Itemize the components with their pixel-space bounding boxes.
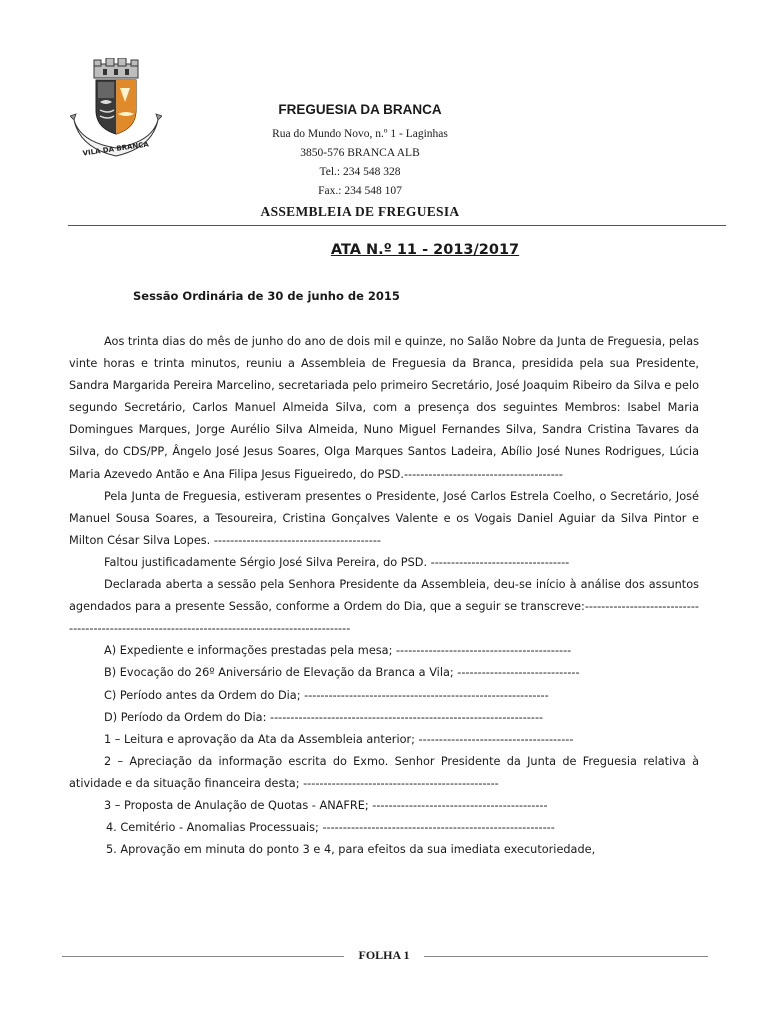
session-heading: Sessão Ordinária de 30 de junho de 2015 bbox=[133, 289, 400, 303]
paragraph-opening: Aos trinta dias do mês de junho do ano de dois mil e quinze, no Salão Nobre da Junta de Freguesia, pelas vinte horas e trinta minutos, reuniu a Assembleia de Freguesia da Branca, presidida pela sua Presidente, Sandra Margarida Pereira Marcelino, secretariada pelo primeiro Secretário, José Joaquim Ribeiro da Silva e pelo segundo Secretário, Carlos Manuel Almeida Silva, com a presença dos seguintes Membros: Isabel Maria Domingues Marques, Jorge Aurélio Silva Almeida, Nuno Miguel Fernandes Silva, Sandra Cristina Tavares da Silva, do CDS/PP, Ângelo José Jesus Soares, Olga Marques Santos Ladeira, Abílio José Nunes Rodrigues, Lúcia Maria Azevedo Antão e Ana Filipa Jesus Figueiredo, do PSD.--------------------------------------- bbox=[69, 335, 699, 481]
minutes-body bbox=[69, 331, 699, 861]
agenda-item: 2 – Apreciação da informação escrita do Exmo. Senhor Presidente da Junta de Freguesia relativa à atividade e da situação financeira desta; ------------------------------------------------ bbox=[69, 754, 699, 790]
phone-number: Tel.: 234 548 328 bbox=[319, 166, 401, 178]
address-postal: 3850-576 BRANCA ALB bbox=[300, 147, 420, 159]
header-divider bbox=[68, 225, 726, 226]
svg-text:VILA DA BRANCA: VILA DA BRANCA bbox=[82, 140, 150, 158]
footer-rule-left bbox=[62, 956, 344, 957]
paragraph-junta-attendance: Pela Junta de Freguesia, estiveram presentes o Presidente, José Carlos Estrela Coelho, o Secretário, José Manuel Sousa Soares, a Tesoureira, Cristina Gonçalves Valente e os Vogais Daniel Aguiar da Silva Pintor e Milton César Silva Lopes. ----------------------------------------- bbox=[69, 489, 699, 547]
shield-icon bbox=[96, 80, 136, 134]
agenda-item: B) Evocação do 26º Aniversário de Elevação da Branca a Vila; ------------------------------ bbox=[104, 666, 580, 680]
assembly-title: ASSEMBLEIA DE FREGUESIA bbox=[260, 204, 460, 219]
agenda-item: 3 – Proposta de Anulação de Quotas - ANAFRE; ------------------------------------------- bbox=[104, 798, 548, 812]
agenda-item: 4. Cemitério - Anomalias Processuais; --------------------------------------------------------- bbox=[106, 821, 555, 835]
page-folio: FOLHA 1 bbox=[358, 948, 410, 962]
coat-of-arms-logo bbox=[70, 58, 162, 162]
mural-crown-icon bbox=[94, 58, 138, 78]
document-title: ATA N.º 11 - 2013/2017 bbox=[330, 242, 520, 258]
agenda-item: C) Período antes da Ordem do Dia; ------------------------------------------------------------ bbox=[104, 688, 549, 702]
agenda-item: A) Expediente e informações prestadas pela mesa; ------------------------------------------- bbox=[104, 644, 572, 658]
address-street: Rua do Mundo Novo, n.º 1 - Laginhas bbox=[272, 128, 448, 140]
agenda-item: D) Período da Ordem do Dia: ------------------------------------------------------------------- bbox=[104, 710, 544, 724]
agenda-item: 1 – Leitura e aprovação da Ata da Assembleia anterior; -------------------------------------- bbox=[104, 732, 574, 746]
paragraph-absence: Faltou justificadamente Sérgio José Silva Pereira, do PSD. ---------------------------------- bbox=[104, 555, 570, 569]
fax-number: Fax.: 234 548 107 bbox=[318, 185, 402, 197]
paragraph-agenda-intro: Declarada aberta a sessão pela Senhora Presidente da Assembleia, deu-se início à análise dos assuntos agendados para a presente Sessão, conforme a Ordem do Dia, que a seguir se transcreve:------------------------------------------------------------------------------------------------- bbox=[69, 578, 699, 636]
footer-rule-right bbox=[424, 956, 708, 957]
agenda-item: 5. Aprovação em minuta do ponto 3 e 4, para efeitos da sua imediata executoriedade, bbox=[106, 843, 596, 857]
organization-name: FREGUESIA DA BRANCA bbox=[278, 102, 442, 117]
